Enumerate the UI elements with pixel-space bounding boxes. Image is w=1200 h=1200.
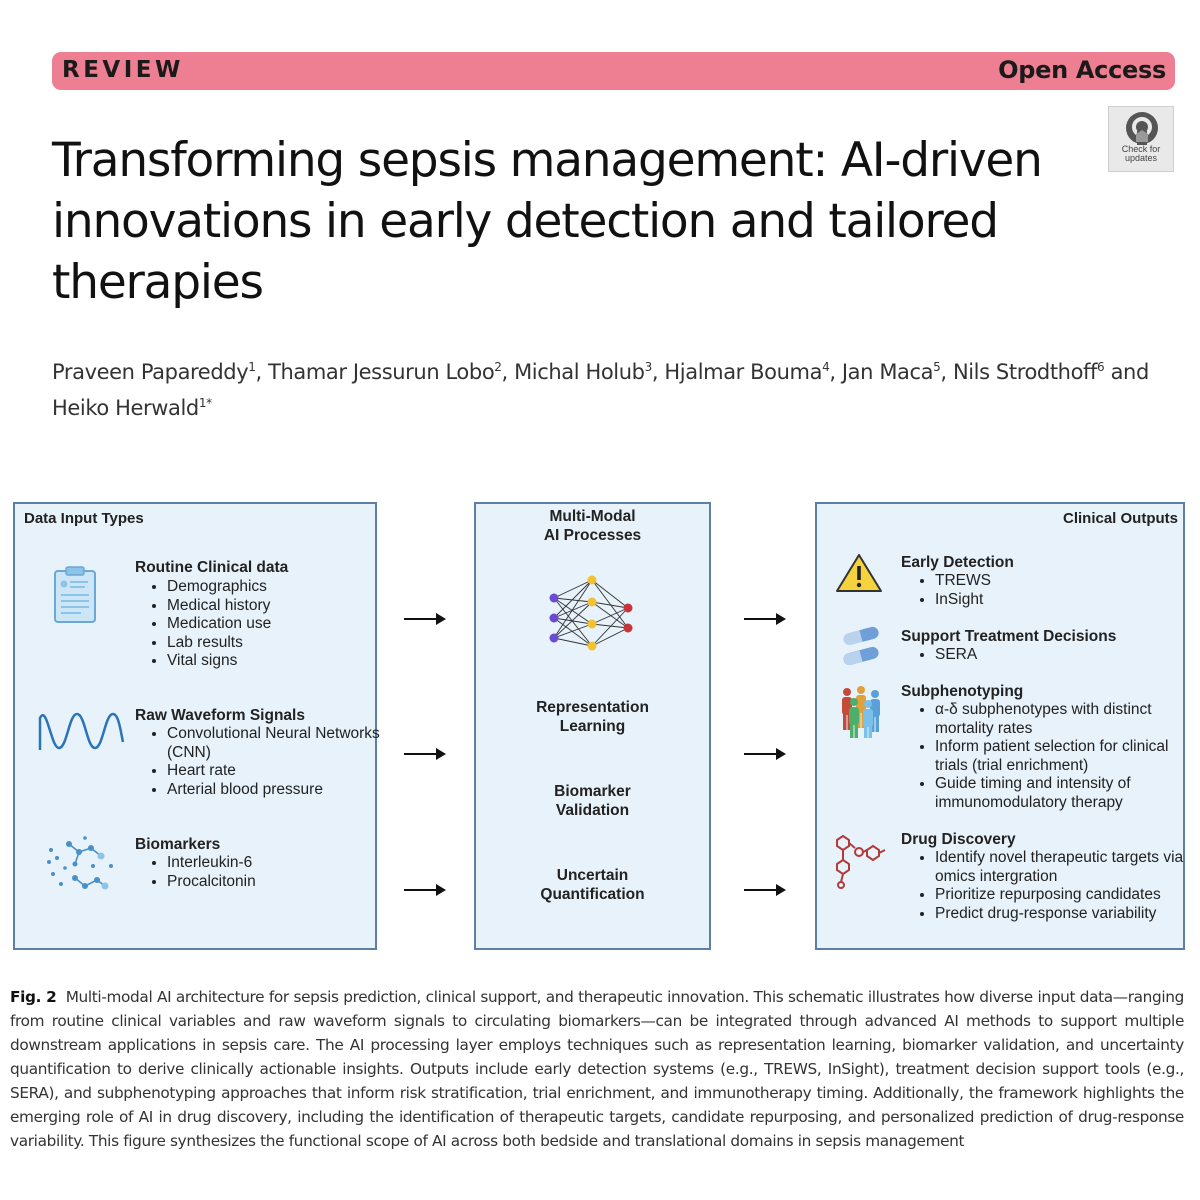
section-label: REVIEW — [62, 57, 184, 83]
list-item: • Prioritize repurposing candidates — [935, 886, 1200, 905]
list-item: • Vital signs — [167, 652, 397, 671]
waveform-icon — [37, 708, 125, 754]
article-title: Transforming sepsis management: AI-driven innovations in early detection and tailored therapies — [52, 133, 1042, 310]
neural-network-icon — [546, 572, 638, 664]
biomarkers-list — [135, 854, 397, 891]
waveform-title: Raw Waveform Signals — [135, 707, 305, 724]
list-item: • Inform patient selection for clinical trials (trial enrichment) — [935, 738, 1175, 775]
subphenotyping-list — [903, 701, 1175, 812]
drug-molecule-icon — [831, 830, 889, 890]
panel-title: Data Input Types — [24, 510, 144, 527]
list-item: • Guide timing and intensity of immunomodulatory therapy — [935, 775, 1175, 812]
support-treatment-list — [903, 646, 1200, 665]
figure-label: Fig. 2 — [10, 988, 57, 1006]
people-group-icon — [837, 684, 885, 740]
list-item: • TREWS — [935, 572, 1200, 591]
list-item: • InSight — [935, 591, 1200, 610]
clipboard-icon — [53, 566, 97, 624]
support-treatment-title: Support Treatment Decisions — [901, 628, 1117, 645]
list-item: • Medication use — [167, 615, 397, 634]
list-item: • Arterial blood pressure — [167, 781, 397, 800]
warning-icon — [835, 552, 883, 594]
author[interactable]: Jan Maca$^5$ — [841, 360, 941, 384]
drug-discovery-title: Drug Discovery — [901, 831, 1016, 848]
arrow-right-icon — [744, 612, 786, 626]
clinical-outputs-panel — [815, 502, 1185, 950]
list-item: • Demographics — [167, 578, 397, 597]
data-input-panel — [13, 502, 380, 950]
arrow-right-icon — [744, 883, 786, 897]
article-type-banner — [52, 52, 1175, 90]
author[interactable]: Thamar Jessurun Lobo$^2$ — [268, 360, 502, 384]
author[interactable]: Michal Holub$^3$ — [514, 360, 652, 384]
molecule-icon — [45, 832, 117, 896]
biomarker-validation-label: Biomarker Validation — [554, 783, 631, 819]
list-item: • Predict drug-response variability — [935, 905, 1200, 924]
ai-processes-panel — [474, 502, 711, 950]
caption-text: Multi-modal AI architecture for sepsis prediction, clinical support, and therapeutic innovation. This schematic illustrates how diverse input data—ranging from routine clinical variables and raw waveform signals to circulating biomarkers—can be integrated through advanced AI methods to support multiple downstream applications in sepsis care. The AI processing layer employs techniques such as representation learning, biomarker validation, and uncertainty quantification to derive clinically actionable insights. Outputs include early detection systems (e.g., TREWS, InSight), treatment decision support tools (e.g., SERA), and subphenotyping approaches that inform risk stratification, trial enrichment, and immunotherapy timing. Additionally, the framework highlights the emerging role of AI in drug discovery, including the identification of therapeutic targets, candidate repurposing, and personalized prediction of drug-response variability. This figure synthesizes the functional scope of AI across both bedside and translational domains in sepsis management — [10, 988, 1184, 1150]
representation-learning-label: Representation Learning — [536, 699, 649, 735]
arrow-right-icon — [404, 883, 446, 897]
author[interactable]: Heiko Herwald$^{1*}$ — [52, 396, 212, 420]
list-item: • Interleukin-6 — [167, 854, 397, 873]
early-detection-list — [903, 572, 1200, 609]
list-item: • Convolutional Neural Networks (CNN) — [167, 725, 397, 762]
panel-title: Multi-Modal AI Processes — [543, 508, 642, 544]
list-item: • Procalcitonin — [167, 873, 397, 892]
crossmark-icon — [1124, 110, 1160, 146]
author[interactable]: Hjalmar Bouma$^4$ — [664, 360, 830, 384]
author[interactable]: Nils Strodthoff$^6$ — [952, 360, 1105, 384]
arrow-right-icon — [744, 747, 786, 761]
early-detection-title: Early Detection — [901, 554, 1014, 571]
list-item: • SERA — [935, 646, 1200, 665]
check-for-updates-text: Check for updates — [1121, 144, 1161, 163]
author-list: Praveen Papareddy$^1$, Thamar Jessurun Lobo$^2$, Michal Holub$^3$, Hjalmar Bouma$^4$, Jan Maca$^5$, Nils Strodthoff$^6$ and Heiko Herwald$^{1*}$ — [52, 360, 1149, 420]
waveform-list — [135, 725, 397, 799]
routine-clinical-title: Routine Clinical data — [135, 559, 289, 576]
figure-caption — [10, 985, 1184, 1153]
figure-2 — [13, 502, 1185, 954]
pill-icon — [839, 626, 883, 668]
list-item: • Lab results — [167, 634, 397, 653]
arrow-right-icon — [404, 747, 446, 761]
panel-title: Clinical Outputs — [1062, 510, 1178, 527]
check-for-updates-badge[interactable] — [1108, 106, 1174, 172]
arrow-right-icon — [404, 612, 446, 626]
list-item: • Medical history — [167, 597, 397, 616]
drug-discovery-list — [903, 849, 1200, 923]
author[interactable]: Praveen Papareddy$^1$ — [52, 360, 256, 384]
subphenotyping-title: Subphenotyping — [901, 683, 1024, 700]
biomarkers-title: Biomarkers — [135, 836, 221, 853]
open-access-label[interactable]: Open Access — [998, 56, 1166, 84]
uncertain-quantification-label: Uncertain Quantification — [540, 867, 645, 903]
list-item: • Identify novel therapeutic targets via omics intergration — [935, 849, 1200, 886]
list-item: • α-δ subphenotypes with distinct mortality rates — [935, 701, 1175, 738]
list-item: • Heart rate — [167, 762, 397, 781]
routine-clinical-list — [135, 578, 397, 671]
